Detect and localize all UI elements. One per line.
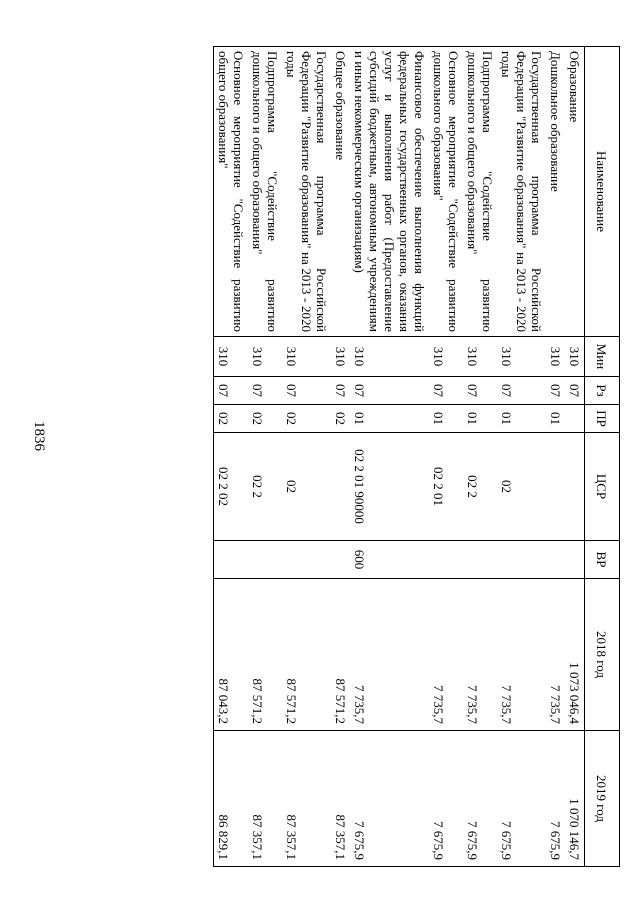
table-row [463,47,497,867]
row-2018: 1 073 046,4 [565,579,585,731]
row-vr: 600 [350,541,429,579]
row-2018: 87 043,2 [214,579,249,731]
row-pr: 01 [463,405,497,433]
header-csr: ЦСР [585,433,620,541]
row-pr: 02 [248,405,282,433]
row-vr [463,541,497,579]
header-2019: 2019 год [585,731,620,867]
row-csr: 02 2 01 [429,433,463,541]
row-pr: 01 [546,405,565,433]
row-csr: 02 2 01 90000 [350,433,429,541]
header-pr: ПР [585,405,620,433]
table-header-row [585,47,620,867]
row-vr [546,541,565,579]
row-2018: 7 735,7 [463,579,497,731]
table-row [248,47,282,867]
table-row [497,47,546,867]
header-min: Мин [585,337,620,377]
row-min: 310 [350,337,429,377]
row-2018: 87 571,2 [248,579,282,731]
row-csr [546,433,565,541]
row-name: Финансовое обеспечение выполнения функций федеральных государственных органов, оказания услуг и выполнения работ (Предоставление субсидий бюджетным, автономным учреждениям и иным некоммерческим организациям) [350,47,429,337]
row-rz: 07 [497,377,546,405]
row-name: Подпрограмма "Содействие развитию дошкольного и общего образования" [248,47,282,337]
row-rz: 07 [248,377,282,405]
row-pr [565,405,585,433]
header-vr: ВР [585,541,620,579]
row-2019: 7 675,9 [546,731,565,867]
row-2019: 1 070 146,7 [565,731,585,867]
row-pr: 02 [282,405,331,433]
row-2019: 7 675,9 [463,731,497,867]
page-number: 1836 [31,421,47,451]
row-pr: 01 [429,405,463,433]
row-vr [214,541,249,579]
row-2019: 7 675,9 [429,731,463,867]
table-row [429,47,463,867]
row-pr: 02 [331,405,350,433]
table-row [331,47,350,867]
row-vr [282,541,331,579]
budget-table [213,46,620,867]
row-2018: 7 735,7 [546,579,565,731]
table-row [565,47,585,867]
table-row [214,47,249,867]
row-pr: 01 [497,405,546,433]
row-vr [248,541,282,579]
row-name: Государственная программа Российской Федерации "Развитие образования" на 2013 - 2020 годы [282,47,331,337]
row-2019: 7 675,9 [497,731,546,867]
row-name: Образование [565,47,585,337]
row-csr: 02 2 [248,433,282,541]
row-rz: 07 [565,377,585,405]
row-min: 310 [463,337,497,377]
row-min: 310 [429,337,463,377]
row-vr [429,541,463,579]
row-name: Государственная программа Российской Федерации "Развитие образования" на 2013 - 2020 годы [497,47,546,337]
table-row [350,47,429,867]
row-min: 310 [248,337,282,377]
row-name: Общее образование [331,47,350,337]
row-2018: 7 735,7 [497,579,546,731]
row-csr: 02 [282,433,331,541]
row-csr: 02 [497,433,546,541]
row-pr: 02 [214,405,249,433]
row-min: 310 [214,337,249,377]
row-name: Основное мероприятие "Содействие развитию общего образования" [214,47,249,337]
row-name: Основное мероприятие "Содействие развитию дошкольного образования" [429,47,463,337]
row-rz: 07 [429,377,463,405]
row-2018: 87 571,2 [331,579,350,731]
row-2018: 7 735,7 [429,579,463,731]
row-rz: 07 [546,377,565,405]
row-2018: 7 735,7 [350,579,429,731]
row-csr [565,433,585,541]
header-2018: 2018 год [585,579,620,731]
row-csr [331,433,350,541]
row-min: 310 [497,337,546,377]
row-rz: 07 [214,377,249,405]
row-name: Подпрограмма "Содействие развитию дошкольного и общего образования" [463,47,497,337]
header-rz: Рз [585,377,620,405]
row-rz: 07 [282,377,331,405]
row-2018: 87 571,2 [282,579,331,731]
row-vr [497,541,546,579]
row-rz: 07 [463,377,497,405]
rotated-table-container [90,46,620,866]
row-2019: 7 675,9 [350,731,429,867]
row-min: 310 [331,337,350,377]
table-row [546,47,565,867]
row-csr: 02 2 [463,433,497,541]
row-rz: 07 [350,377,429,405]
row-2019: 87 357,1 [331,731,350,867]
row-2019: 86 829,1 [214,731,249,867]
row-vr [331,541,350,579]
row-min: 310 [546,337,565,377]
row-pr: 01 [350,405,429,433]
row-2019: 87 357,1 [248,731,282,867]
row-min: 310 [565,337,585,377]
row-2019: 87 357,1 [282,731,331,867]
row-csr: 02 2 02 [214,433,249,541]
row-vr [565,541,585,579]
row-rz: 07 [331,377,350,405]
header-name: Наименование [585,47,620,337]
row-name: Дошкольное образование [546,47,565,337]
table-row [282,47,331,867]
row-min: 310 [282,337,331,377]
